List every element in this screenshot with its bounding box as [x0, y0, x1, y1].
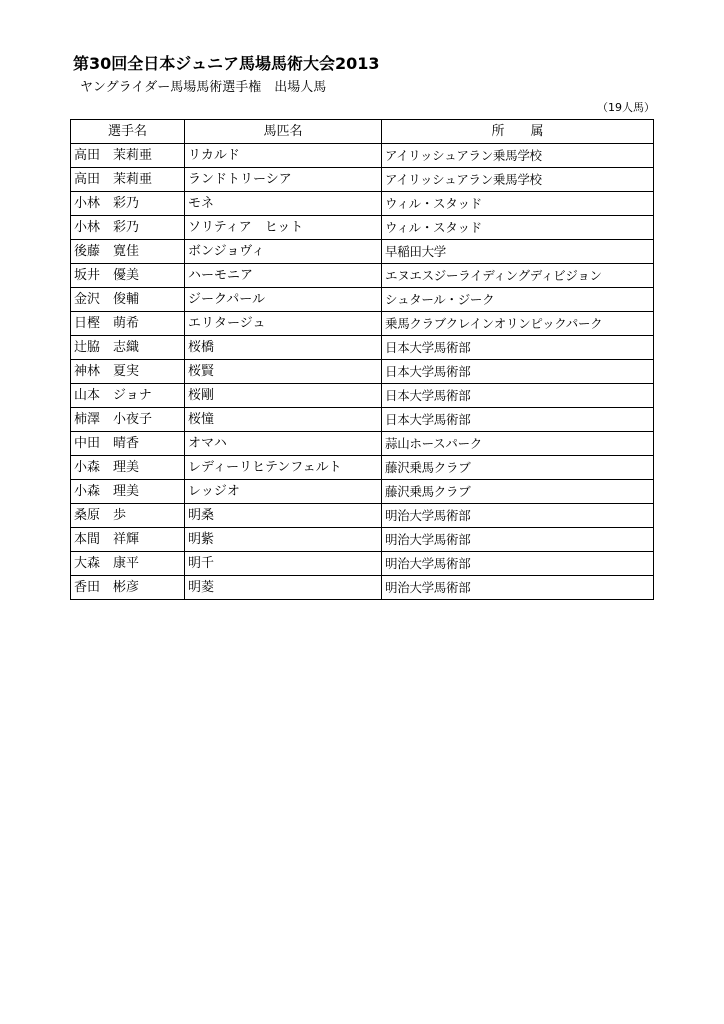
horse-cell: ランドトリーシア [185, 168, 382, 192]
club-cell: 日本大学馬術部 [382, 384, 654, 408]
rider-cell: 高田 茉莉亜 [71, 144, 185, 168]
table-row [71, 168, 654, 192]
table-row [71, 336, 654, 360]
rider-cell: 山本 ジョナ [71, 384, 185, 408]
club-cell: 早稲田大学 [382, 240, 654, 264]
table-header-row [71, 120, 654, 144]
rider-cell: 香田 彬彦 [71, 576, 185, 600]
club-cell: 明治大学馬術部 [382, 576, 654, 600]
entries-table [70, 119, 654, 600]
horse-cell: 明菱 [185, 576, 382, 600]
horse-cell: レディーリヒテンフェルト [185, 456, 382, 480]
rider-cell: 本間 祥輝 [71, 528, 185, 552]
club-cell: 日本大学馬術部 [382, 408, 654, 432]
header-horse: 馬匹名 [185, 120, 382, 144]
rider-cell: 中田 晴香 [71, 432, 185, 456]
table-row [71, 360, 654, 384]
rider-cell: 日樫 萌希 [71, 312, 185, 336]
horse-cell: ソリティア ヒット [185, 216, 382, 240]
table-row [71, 312, 654, 336]
rider-cell: 小森 理美 [71, 480, 185, 504]
table-row [71, 528, 654, 552]
table-row [71, 240, 654, 264]
horse-cell: 明千 [185, 552, 382, 576]
horse-cell: 桜橋 [185, 336, 382, 360]
club-cell: エヌエスジーライディングディビジョン [382, 264, 654, 288]
rider-cell: 大森 康平 [71, 552, 185, 576]
table-body [71, 144, 654, 600]
horse-cell: 桜剛 [185, 384, 382, 408]
header-rider: 選手名 [71, 120, 185, 144]
club-cell: アイリッシュアラン乗馬学校 [382, 144, 654, 168]
page-title: 第30回全日本ジュニア馬場馬術大会2013 [73, 54, 380, 73]
rider-cell: 小林 彩乃 [71, 192, 185, 216]
club-cell: 日本大学馬術部 [382, 336, 654, 360]
horse-cell: ジークパール [185, 288, 382, 312]
club-cell: アイリッシュアラン乗馬学校 [382, 168, 654, 192]
table-row [71, 192, 654, 216]
rider-cell: 金沢 俊輔 [71, 288, 185, 312]
horse-cell: リカルド [185, 144, 382, 168]
rider-cell: 高田 茉莉亜 [71, 168, 185, 192]
rider-cell: 辻脇 志織 [71, 336, 185, 360]
horse-cell: ボンジョヴィ [185, 240, 382, 264]
rider-cell: 桑原 歩 [71, 504, 185, 528]
table-row [71, 576, 654, 600]
horse-cell: モネ [185, 192, 382, 216]
club-cell: 藤沢乗馬クラブ [382, 480, 654, 504]
horse-cell: 明桑 [185, 504, 382, 528]
table-row [71, 144, 654, 168]
club-cell: 明治大学馬術部 [382, 552, 654, 576]
rider-cell: 坂井 優美 [71, 264, 185, 288]
rider-cell: 後藤 寛佳 [71, 240, 185, 264]
club-cell: 藤沢乗馬クラブ [382, 456, 654, 480]
table-row [71, 264, 654, 288]
table-row [71, 552, 654, 576]
table-row [71, 408, 654, 432]
horse-cell: エリタージュ [185, 312, 382, 336]
horse-cell: ハーモニア [185, 264, 382, 288]
rider-cell: 神林 夏実 [71, 360, 185, 384]
page-subtitle: ヤングライダー馬場馬術選手権 出場人馬 [80, 80, 327, 95]
horse-cell: オマハ [185, 432, 382, 456]
rider-cell: 柿澤 小夜子 [71, 408, 185, 432]
horse-cell: 桜賢 [185, 360, 382, 384]
rider-cell: 小森 理美 [71, 456, 185, 480]
table-row [71, 504, 654, 528]
club-cell: 乗馬クラブクレインオリンピックパーク [382, 312, 654, 336]
club-cell: 蒜山ホースパーク [382, 432, 654, 456]
club-cell: ウィル・スタッド [382, 192, 654, 216]
club-cell: シュタール・ジーク [382, 288, 654, 312]
table-row [71, 456, 654, 480]
rider-cell: 小林 彩乃 [71, 216, 185, 240]
table-row [71, 288, 654, 312]
club-cell: ウィル・スタッド [382, 216, 654, 240]
header-club: 所 属 [382, 120, 654, 144]
table-row [71, 432, 654, 456]
club-cell: 明治大学馬術部 [382, 528, 654, 552]
entry-count: （19人馬） [597, 101, 655, 114]
horse-cell: レッジオ [185, 480, 382, 504]
club-cell: 明治大学馬術部 [382, 504, 654, 528]
club-cell: 日本大学馬術部 [382, 360, 654, 384]
table-row [71, 216, 654, 240]
table-row [71, 480, 654, 504]
horse-cell: 桜憧 [185, 408, 382, 432]
horse-cell: 明紫 [185, 528, 382, 552]
table-row [71, 384, 654, 408]
